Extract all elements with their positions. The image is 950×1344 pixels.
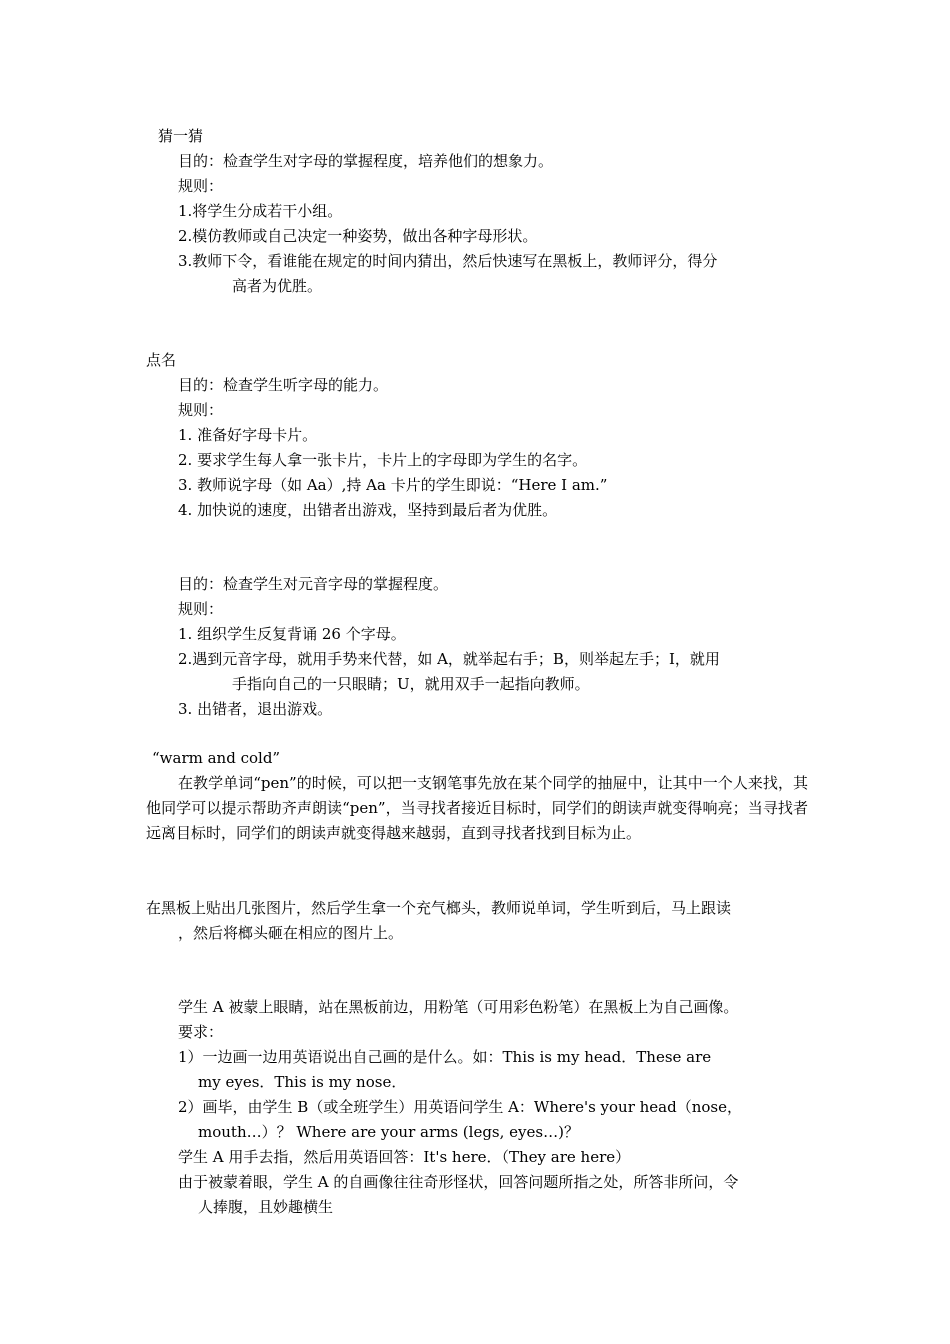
requirement-item: 2）画毕，由学生 B（或全班学生）用英语问学生 A：Where's your head（nose， [178, 1098, 742, 1116]
purpose-line: 目的：检查学生对字母的掌握程度，培养他们的想象力。 [178, 152, 554, 170]
rules-label: 规则： [178, 401, 224, 419]
activity-line-continuation: ，然后将榔头砸在相应的图片上。 [178, 924, 404, 942]
rule-item: 3. 出错者，退出游戏。 [178, 700, 333, 718]
rule-item: 2.模仿教师或自己决定一种姿势，做出各种字母形状。 [178, 227, 538, 245]
rule-item: 1.将学生分成若干小组。 [178, 202, 343, 220]
rule-item-continuation: 高者为优胜。 [232, 277, 323, 295]
rules-label: 规则： [178, 177, 224, 195]
rule-item: 1. 准备好字母卡片。 [178, 426, 318, 444]
requirement-item: 1）一边画一边用英语说出自己画的是什么。如：This is my head．These are [178, 1048, 712, 1066]
rules-label: 规则： [178, 600, 224, 618]
requirement-item-continuation: my eyes．This is my nose． [198, 1073, 407, 1091]
rule-item: 2.遇到元音字母，就用手势来代替，如 A，就举起右手；B，则举起左手；I，就用 [178, 650, 720, 668]
activity-intro-line: 学生 A 被蒙上眼睛，站在黑板前边，用粉笔（可用彩色粉笔）在黑板上为自己画像。 [178, 998, 739, 1016]
purpose-line: 目的：检查学生对元音字母的掌握程度。 [178, 575, 449, 593]
rule-item: 1. 组织学生反复背诵 26 个字母。 [178, 625, 406, 643]
conclusion-line: 由于被蒙着眼，学生 A 的自画像往往奇形怪状，回答问题所指之处，所答非所问，令 [178, 1173, 739, 1191]
game-description-paragraph: 在教学单词“pen”的时候，可以把一支钢笔事先放在某个同学的抽屉中，让其中一个人来找，其他同学可以提示帮助齐声朗读“pen”，当寻找者接近目标时，同学们的朗读声就变得响亮；当寻找者远离目标时，同学们的朗读声就变得越来越弱，直到寻找者找到目标为止。 [146, 774, 808, 842]
requirements-label: 要求： [178, 1023, 224, 1041]
requirement-item-continuation: mouth…）？ Where are your arms (legs, eyes…)？ [198, 1123, 579, 1141]
section-title-warm-and-cold: “warm and cold” [152, 749, 281, 767]
activity-line: 在黑板上贴出几张图片，然后学生拿一个充气榔头，教师说单词，学生听到后，马上跟读 [146, 899, 732, 917]
section-title-roll-call: 点名 [146, 351, 177, 369]
rule-item-continuation: 手指向自己的一只眼睛；U，就用双手一起指向教师。 [232, 675, 590, 693]
purpose-line: 目的：检查学生听字母的能力。 [178, 376, 389, 394]
rule-item: 2. 要求学生每人拿一张卡片，卡片上的字母即为学生的名字。 [178, 451, 588, 469]
conclusion-line-continuation: 人捧腹，且妙趣横生 [198, 1198, 334, 1216]
rule-item: 3. 教师说字母（如 Aa）,持 Aa 卡片的学生即说：“Here I am.” [178, 476, 608, 494]
rule-item: 4. 加快说的速度，出错者出游戏，坚持到最后者为优胜。 [178, 501, 558, 519]
section-title-guess: 猜一猜 [158, 127, 204, 145]
answer-line: 学生 A 用手去指，然后用英语回答：It's here．（They are here） [178, 1148, 631, 1166]
rule-item: 3.教师下令，看谁能在规定的时间内猜出，然后快速写在黑板上，教师评分，得分 [178, 252, 718, 270]
